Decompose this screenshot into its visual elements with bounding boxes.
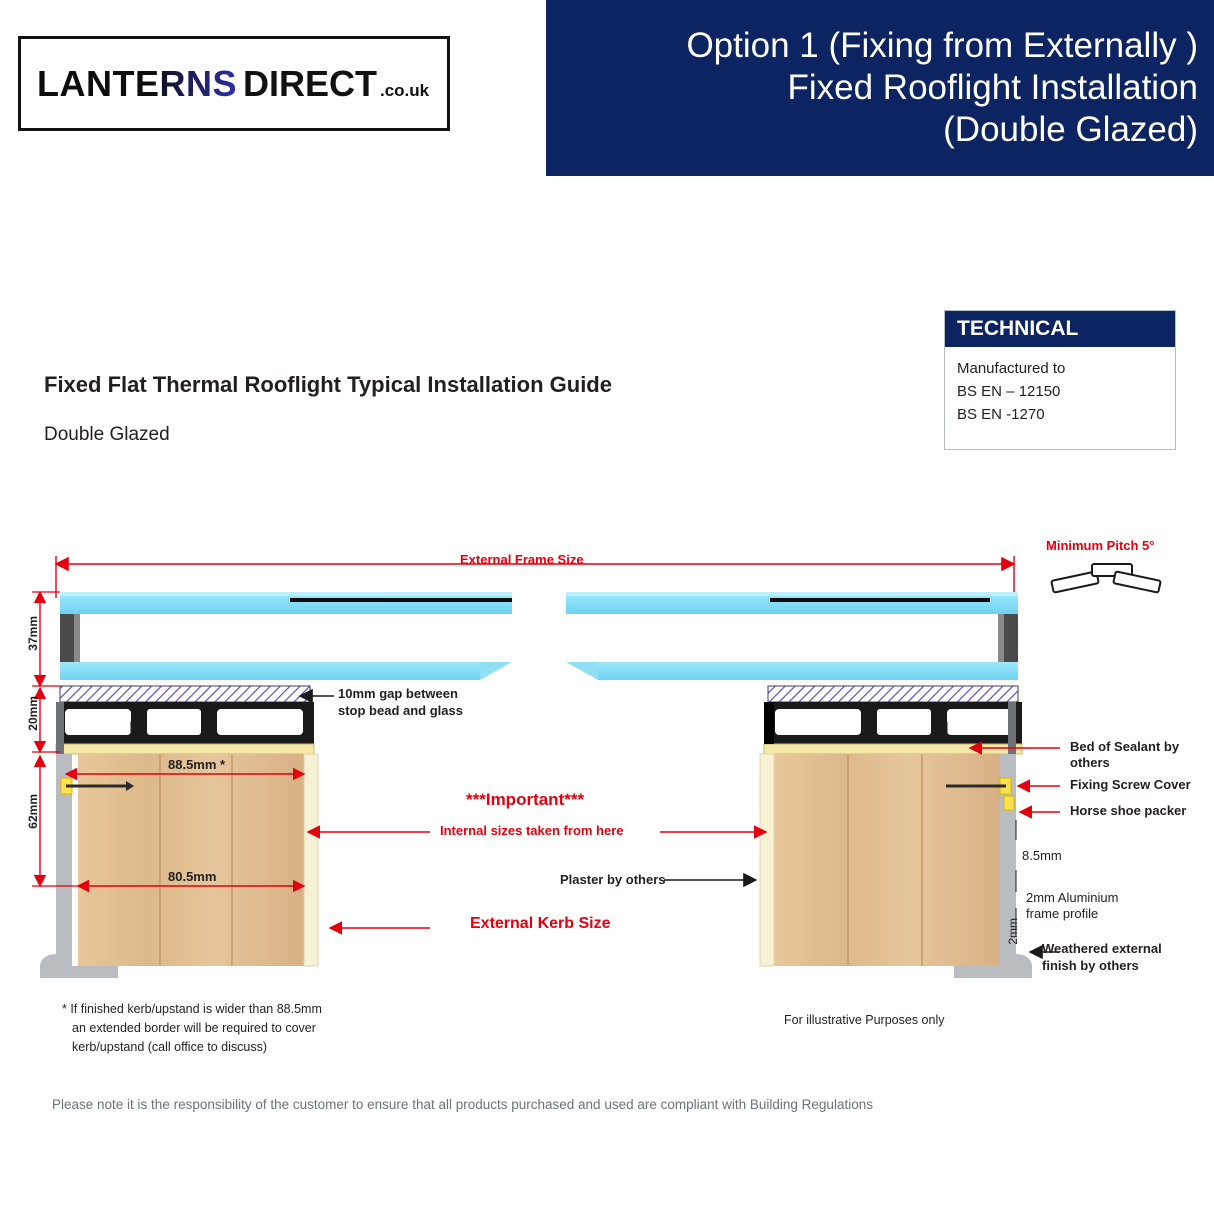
label-weathered-1: Weathered external	[1042, 941, 1162, 956]
label-weathered-2: finish by others	[1042, 958, 1139, 973]
label-important: ***Important***	[466, 790, 585, 809]
label-external-frame-size: External Frame Size	[460, 552, 584, 567]
label-dim-2mm: 2mm	[1006, 918, 1020, 945]
label-horse-shoe-packer: Horse shoe packer	[1070, 803, 1187, 818]
label-gap-note-2: stop bead and glass	[338, 703, 463, 718]
technical-line-3: BS EN -1270	[957, 406, 1045, 423]
technical-body	[945, 347, 1175, 436]
label-alu-profile-1: 2mm Aluminium	[1026, 890, 1119, 905]
brand-logo	[18, 36, 450, 131]
logo-text-lanterns: LANTERNS	[37, 62, 237, 104]
label-gap-note-1: 10mm gap between	[338, 686, 458, 701]
label-bed-of-sealant: Bed of Sealant by others	[1070, 739, 1180, 770]
label-internal-sizes: Internal sizes taken from here	[440, 823, 624, 838]
diagram-svg	[0, 520, 1214, 1080]
footnote-line-2: an extended border will be required to cover	[72, 1021, 316, 1035]
footnote	[62, 1000, 322, 1057]
label-plaster: Plaster by others	[560, 872, 666, 887]
title-line-2: Fixed Rooflight Installation	[787, 68, 1198, 107]
label-minimum-pitch: Minimum Pitch 5°	[1046, 538, 1155, 553]
label-dim-20mm: 20mm	[26, 696, 40, 731]
page-title: Fixed Flat Thermal Rooflight Typical Installation Guide	[44, 372, 612, 397]
logo-text-couk: .co.uk	[380, 80, 430, 100]
technical-line-2: BS EN – 12150	[957, 383, 1061, 400]
label-alu-profile-2: frame profile	[1026, 906, 1099, 921]
illustrative-note: For illustrative Purposes only	[784, 1013, 945, 1027]
installation-diagram	[0, 520, 1214, 1080]
label-dim-62mm: 62mm	[26, 794, 40, 829]
page-subtitle: Double Glazed	[44, 424, 170, 445]
disclaimer-text: Please note it is the responsibility of the customer to ensure that all products purchased and used are compliant with Building Regulations	[52, 1097, 873, 1112]
footnote-line-3: kerb/upstand (call office to discuss)	[72, 1040, 268, 1054]
label-dim-805mm: 80.5mm	[168, 869, 217, 884]
technical-line-1: Manufactured to	[957, 360, 1066, 377]
label-fixing-screw-cover: Fixing Screw Cover	[1070, 777, 1191, 792]
page-header	[0, 0, 1214, 182]
label-dim-37mm: 37mm	[26, 616, 40, 651]
label-dim-85mm: 8.5mm	[1022, 848, 1062, 863]
technical-box	[944, 310, 1176, 450]
title-line-1: Option 1 (Fixing from Externally )	[686, 26, 1198, 65]
title-line-3: (Double Glazed)	[943, 110, 1198, 149]
technical-heading: TECHNICAL	[945, 311, 1175, 347]
label-external-kerb-size: External Kerb Size	[470, 915, 611, 932]
logo-text-direct: DIRECT	[243, 62, 377, 104]
title-panel	[546, 0, 1214, 176]
footnote-line-1: * If finished kerb/upstand is wider than 88.5mm	[62, 1002, 322, 1016]
pitch-icon	[1051, 564, 1160, 593]
label-dim-885mm: 88.5mm *	[168, 757, 226, 772]
